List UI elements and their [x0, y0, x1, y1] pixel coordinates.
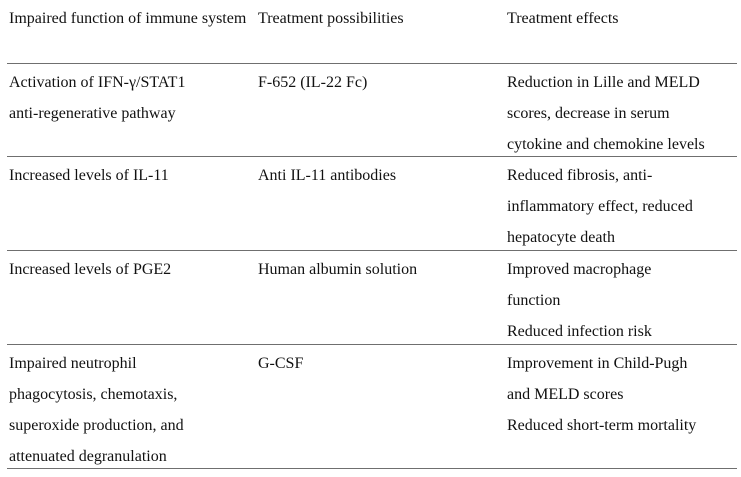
header-treatment-possibilities: Treatment possibilities	[258, 10, 404, 27]
effects-cell: Reduction in Lille and MELD scores, decrease in serum cytokine and chemokine levels	[507, 74, 705, 153]
table-row	[7, 251, 737, 345]
immune-treatment-table	[7, 0, 737, 469]
impaired-function-cell: Increased levels of PGE2	[9, 261, 172, 278]
treatment-cell: F-652 (IL-22 Fc)	[258, 74, 368, 91]
treatment-cell: Human albumin solution	[258, 261, 418, 278]
header-treatment-effects: Treatment effects	[507, 10, 619, 27]
table-row	[7, 345, 737, 469]
table-row	[7, 64, 737, 157]
impaired-function-cell: Activation of IFN-γ/STAT1 anti-regenerative pathway	[9, 74, 186, 122]
table-row	[7, 157, 737, 251]
table-header-row	[7, 0, 737, 64]
header-impaired-function: Impaired function of immune system	[9, 10, 247, 27]
treatment-cell: G-CSF	[258, 355, 304, 372]
impaired-function-cell: Impaired neutrophil phagocytosis, chemotaxis, superoxide production, and attenuated degranulation	[9, 355, 184, 465]
effects-cell: Improved macrophage function Reduced infection risk	[507, 261, 652, 340]
effects-cell: Improvement in Child-Pugh and MELD scores Reduced short-term mortality	[507, 355, 697, 434]
effects-cell: Reduced fibrosis, anti- inflammatory effect, reduced hepatocyte death	[507, 167, 693, 246]
treatment-cell: Anti IL-11 antibodies	[258, 167, 397, 184]
impaired-function-cell: Increased levels of IL-11	[9, 167, 169, 184]
